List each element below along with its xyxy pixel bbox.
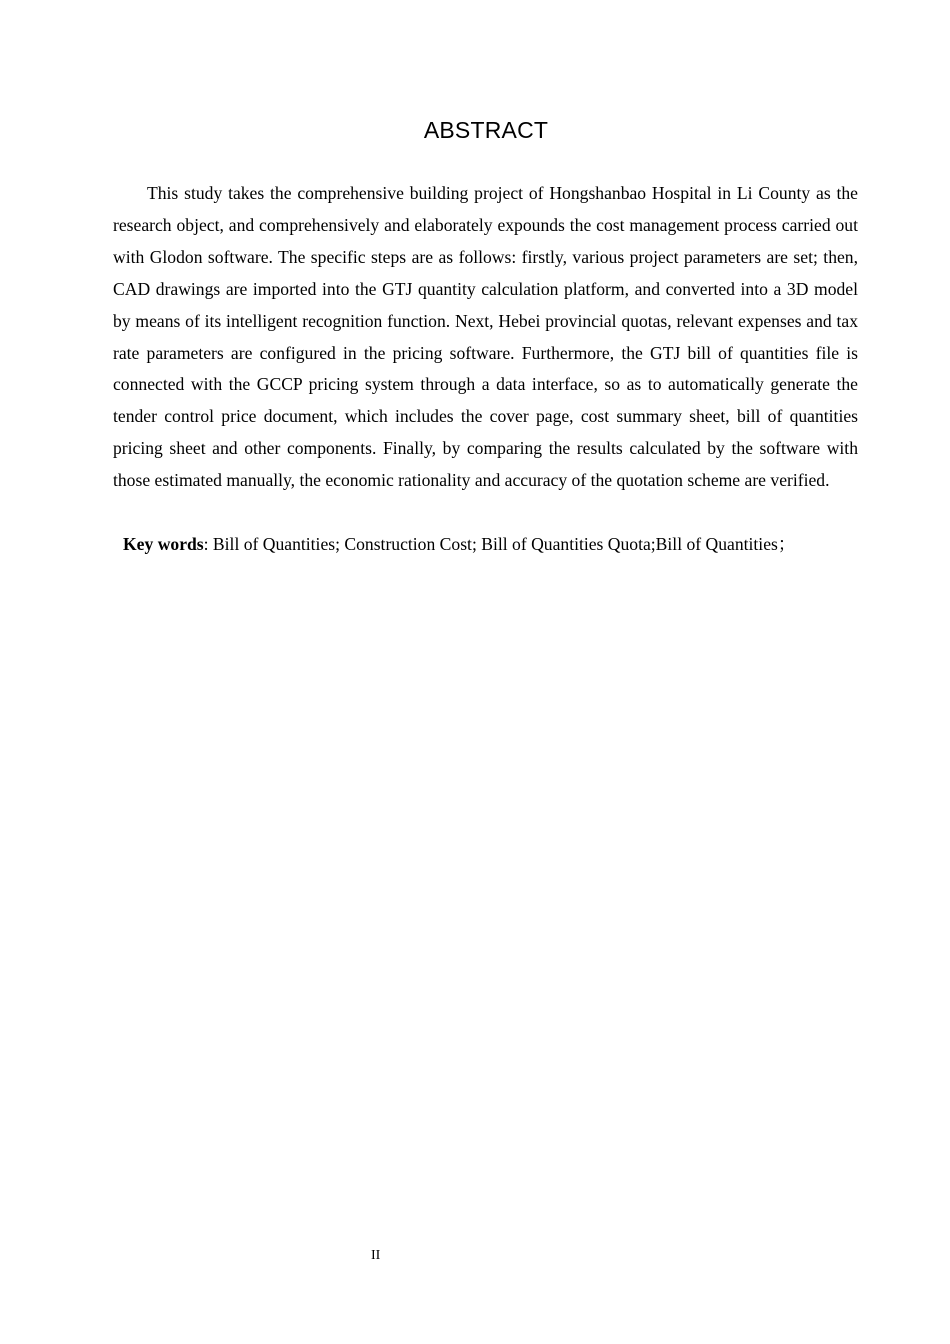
- abstract-title: ABSTRACT: [423, 117, 549, 143]
- page-number: II: [371, 1248, 381, 1263]
- keywords-label: Key words: [123, 534, 204, 554]
- keywords-line: [123, 529, 863, 561]
- abstract-paragraph: This study takes the comprehensive building project of Hongshanbao Hospital in Li County as the research object, and comprehensively and elaborately expounds the cost management process carried out with Glodon software. The specific steps are as follows: firstly, various project parameters are set; then, CAD drawings are imported into the GTJ quantity calculation platform, and converted into a 3D model by means of its intelligent recognition function. Next, Hebei provincial quotas, relevant expenses and tax rate parameters are configured in the pricing software. Furthermore, the GTJ bill of quantities file is connected with the GCCP pricing system through a data interface, so as to automatically generate the tender control price document, which includes the cover page, cost summary sheet, bill of quantities pricing sheet and other components. Finally, by comparing the results calculated by the software with those estimated manually, the economic rationality and accuracy of the quotation scheme are verified.: [113, 183, 858, 491]
- keywords-text: : Bill of Quantities; Construction Cost; Bill of Quantities Quota;Bill of Quantities；: [203, 534, 796, 554]
